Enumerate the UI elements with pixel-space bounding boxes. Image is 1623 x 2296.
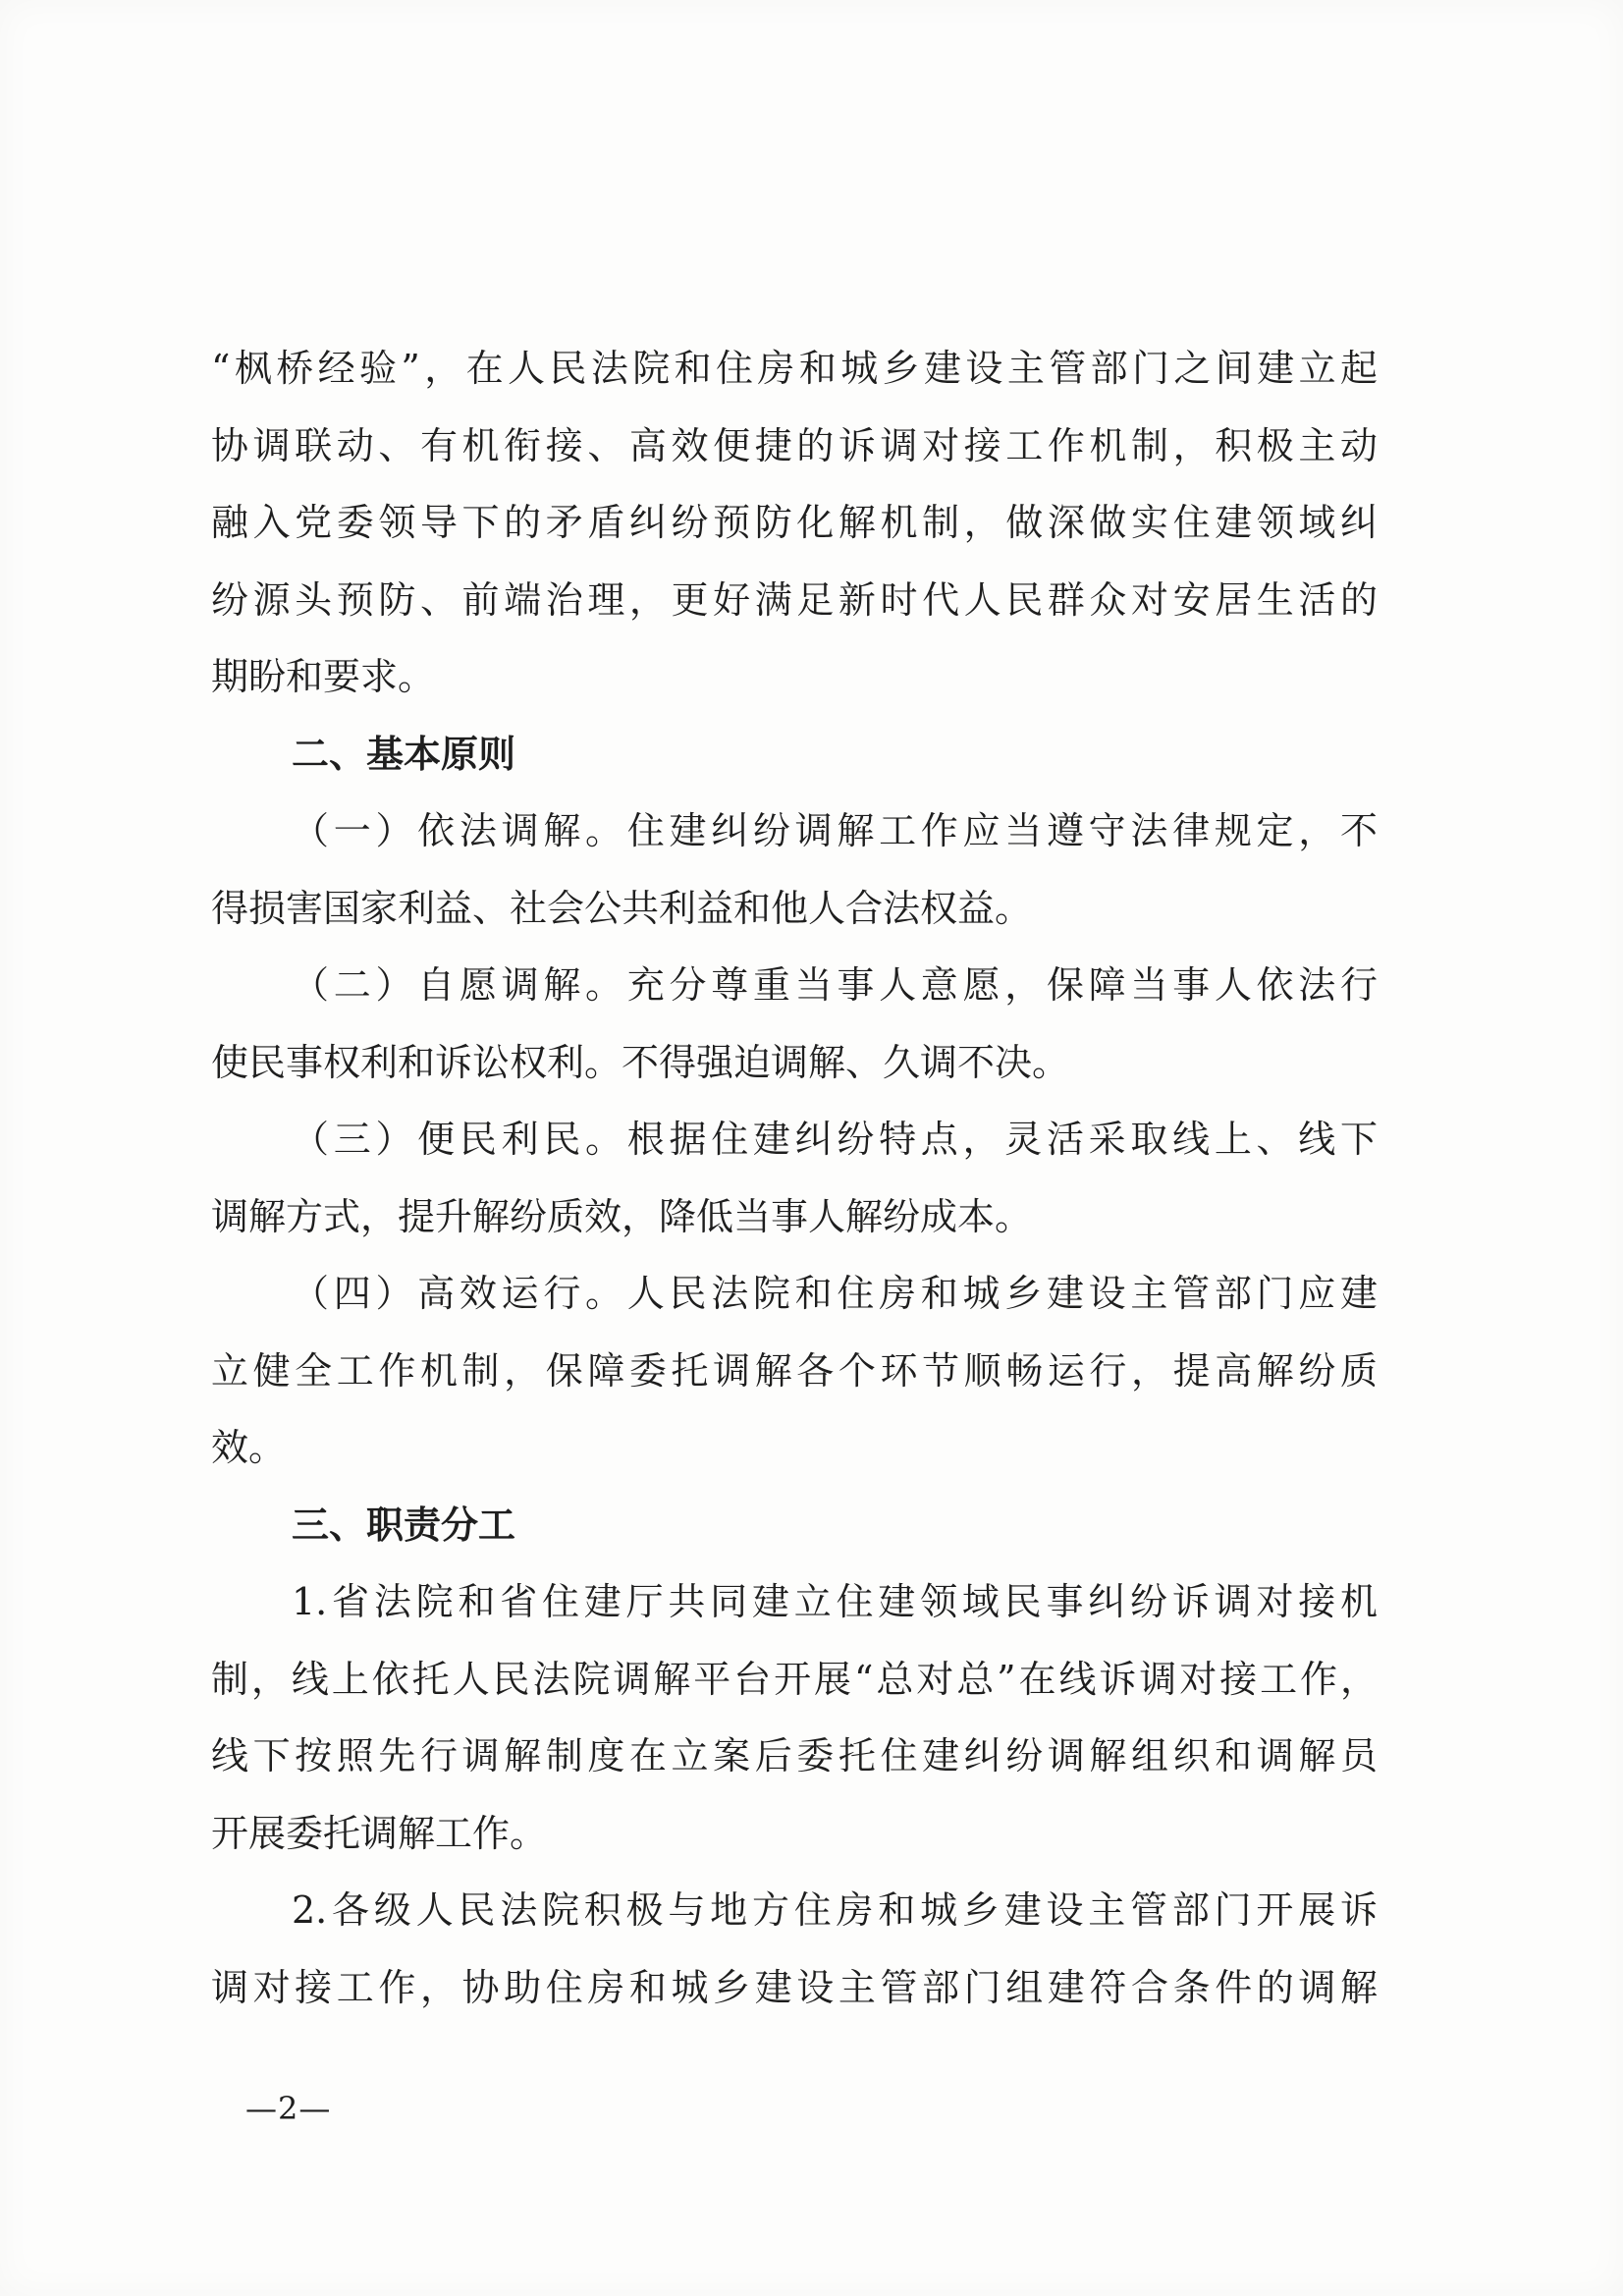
paragraph-item-1 — [211, 1563, 1378, 1872]
section-heading-basic-principles: 二、基本原则 — [292, 732, 516, 776]
text-line: 融入党委领导下的矛盾纠纷预防化解机制，做深做实住建领域纠 — [211, 501, 1378, 544]
paragraph-principle-3 — [211, 1101, 1378, 1255]
page-number: —2— — [245, 2090, 332, 2127]
text-line: 纷源头预防、前端治理，更好满足新时代人民群众对安居生活的 — [211, 577, 1378, 622]
text-line: 2.各级人民法院积极与地方住房和城乡建设主管部门开展诉 — [292, 1888, 1378, 1932]
text-line: 效。 — [211, 1426, 287, 1469]
text-line: 使民事权利和诉讼权利。不得强迫调解、久调不决。 — [211, 1040, 1070, 1084]
text-line: “枫桥经验”，在人民法院和住房和城乡建设主管部门之间建立起 — [211, 347, 1378, 390]
text-line: 1.省法院和省住建厅共同建立住建领域民事纠纷诉调对接机 — [292, 1580, 1378, 1623]
text-line: 期盼和要求。 — [211, 655, 436, 698]
text-line: 调对接工作，协助住房和城乡建设主管部门组建符合条件的调解 — [211, 1965, 1378, 2009]
text-line: 立健全工作机制，保障委托调解各个环节顺畅运行，提高解纷质 — [211, 1348, 1378, 1393]
text-line: 得损害国家利益、社会公共利益和他人合法权益。 — [211, 886, 1033, 930]
paragraph-item-2 — [211, 1872, 1378, 2026]
paragraph-principle-4 — [211, 1255, 1378, 1487]
paragraph-principle-1 — [211, 793, 1378, 947]
text-line: 调解方式，提升解纷质效，降低当事人解纷成本。 — [211, 1194, 1033, 1238]
text-line: （四）高效运行。人民法院和住房和城乡建设主管部门应建 — [292, 1272, 1378, 1315]
text-line: （三）便民利民。根据住建纠纷特点，灵活采取线上、线下 — [292, 1118, 1378, 1161]
text-line: 开展委托调解工作。 — [211, 1811, 548, 1855]
paragraph-intro-continuation — [211, 330, 1378, 716]
document-body — [211, 330, 1378, 2026]
section-heading-responsibilities: 三、职责分工 — [292, 1503, 516, 1547]
text-line: 协调联动、有机衔接、高效便捷的诉调对接工作机制，积极主动 — [211, 423, 1378, 467]
paragraph-principle-2 — [211, 947, 1378, 1101]
text-line: （一）依法调解。住建纠纷调解工作应当遵守法律规定，不 — [292, 809, 1378, 852]
text-line: （二）自愿调解。充分尊重当事人意愿，保障当事人依法行 — [292, 963, 1378, 1007]
text-line: 线下按照先行调解制度在立案后委托住建纠纷调解组织和调解员 — [211, 1734, 1378, 1777]
text-line: 制，线上依托人民法院调解平台开展“总对总”在线诉调对接工作， — [211, 1657, 1378, 1701]
